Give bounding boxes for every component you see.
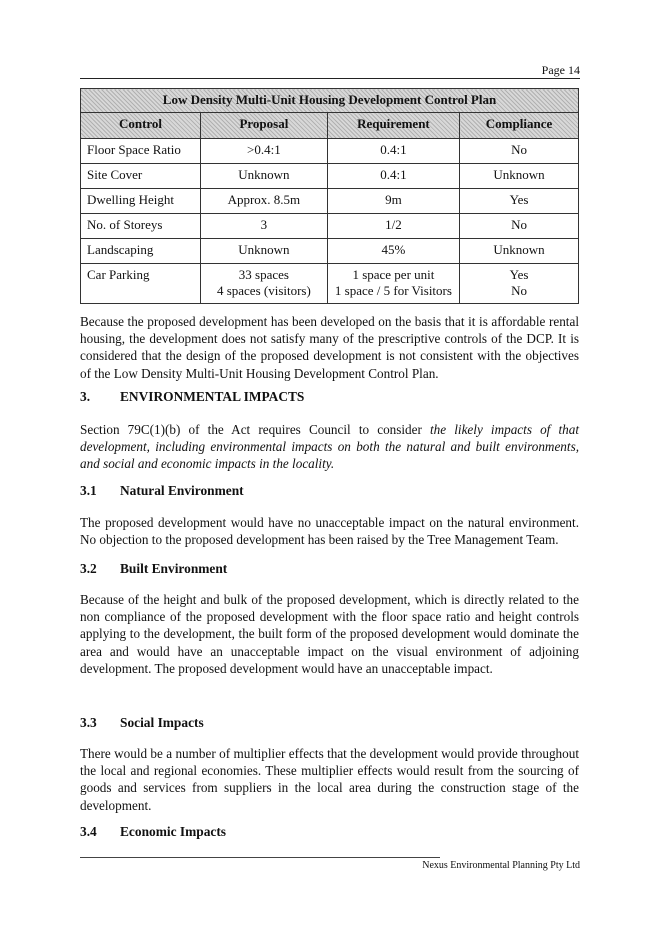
cell-control: Dwelling Height <box>81 189 201 214</box>
cell-compliance: No <box>460 214 579 239</box>
cell-control: Landscaping <box>81 239 201 264</box>
footer-company: Nexus Environmental Planning Pty Ltd <box>422 860 580 871</box>
cell-compliance: No <box>460 139 579 164</box>
column-header-proposal: Proposal <box>201 113 328 139</box>
cell-proposal <box>201 264 328 304</box>
cell-compliance: Unknown <box>460 239 579 264</box>
paragraph-dcp-summary: Because the proposed development has been developed on the basis that it is affordable rental housing, the development does not satisfy many of the prescriptive controls of the DCP. It is considered that the design of the proposed development is not consistent with the objectives of the Low Density Multi-Unit Housing Development Control Plan. <box>80 314 579 381</box>
cell-control: No. of Storeys <box>81 214 201 239</box>
cell-requirement <box>327 264 459 304</box>
paragraph-section-79c <box>80 421 579 473</box>
footer-rule <box>80 857 440 858</box>
section-number: 3.4 <box>80 824 97 839</box>
table-row <box>81 214 579 239</box>
column-header-compliance: Compliance <box>460 113 579 139</box>
table-title: Low Density Multi-Unit Housing Development Control Plan <box>81 89 579 113</box>
cell-requirement-line: 1 space per unit <box>352 267 435 282</box>
cell-requirement-line: 1 space / 5 for Visitors <box>334 283 452 298</box>
cell-requirement: 9m <box>327 189 459 214</box>
cell-compliance <box>460 264 579 304</box>
section-heading-3-3 <box>80 715 204 731</box>
cell-proposal-line: 33 spaces <box>238 267 289 282</box>
table-row <box>81 139 579 164</box>
section-title: Built Environment <box>120 561 228 576</box>
section-heading-3-2 <box>80 561 227 577</box>
paragraph-social-impacts: There would be a number of multiplier effects that the development would provide throughout the local and regional economies. These multiplier effects would result from the sourcing of goods and services from suppliers in the local area during the construction stage of the development. <box>80 746 579 813</box>
table-row <box>81 164 579 189</box>
cell-requirement: 0.4:1 <box>327 139 459 164</box>
cell-compliance-line: Yes <box>509 267 529 282</box>
cell-proposal-line: 4 spaces (visitors) <box>216 283 311 298</box>
cell-requirement: 45% <box>327 239 459 264</box>
section-title: Economic Impacts <box>120 824 227 839</box>
paragraph-italic-quote: the likely impacts of that development, including environmental impacts on both the natural and built environments, and social and economic impacts in the locality. <box>80 422 579 472</box>
paragraph-text: Section 79C(1)(b) of the Act requires Council to consider <box>80 422 431 437</box>
section-number: 3. <box>80 389 91 404</box>
section-heading-3 <box>80 389 304 405</box>
section-title: Natural Environment <box>120 483 244 498</box>
table-row <box>81 264 579 304</box>
table-row <box>81 189 579 214</box>
cell-requirement: 1/2 <box>327 214 459 239</box>
cell-proposal: Unknown <box>201 239 328 264</box>
table-row <box>81 239 579 264</box>
section-heading-3-1 <box>80 483 244 499</box>
section-number: 3.1 <box>80 483 97 498</box>
section-heading-3-4 <box>80 824 226 840</box>
cell-control: Site Cover <box>81 164 201 189</box>
paragraph-natural-environment: The proposed development would have no unacceptable impact on the natural environment. No objection to the proposed development has been raised by the Tree Management Team. <box>80 515 579 548</box>
cell-proposal: >0.4:1 <box>201 139 328 164</box>
page-number: Page 14 <box>541 63 580 77</box>
cell-compliance: Yes <box>460 189 579 214</box>
section-number: 3.3 <box>80 715 97 730</box>
cell-control: Car Parking <box>81 264 201 304</box>
cell-compliance: Unknown <box>460 164 579 189</box>
section-title: ENVIRONMENTAL IMPACTS <box>120 389 305 404</box>
cell-proposal: Unknown <box>201 164 328 189</box>
paragraph-built-environment: Because of the height and bulk of the proposed development, which is directly related to the non compliance of the proposed development with the floor space ratio and height controls applying to the development, the built form of the proposed development would dominate the area and would have an unacceptable impact on the visual environment of adjoining development. The proposed development would have an unacceptable impact. <box>80 592 579 676</box>
control-plan-table <box>80 88 579 304</box>
cell-proposal: 3 <box>201 214 328 239</box>
column-header-requirement: Requirement <box>327 113 459 139</box>
cell-requirement: 0.4:1 <box>327 164 459 189</box>
cell-compliance-line: No <box>511 283 527 298</box>
section-number: 3.2 <box>80 561 97 576</box>
header-rule <box>80 78 580 79</box>
cell-control: Floor Space Ratio <box>81 139 201 164</box>
cell-proposal: Approx. 8.5m <box>201 189 328 214</box>
column-header-control: Control <box>81 113 201 139</box>
section-title: Social Impacts <box>120 715 204 730</box>
